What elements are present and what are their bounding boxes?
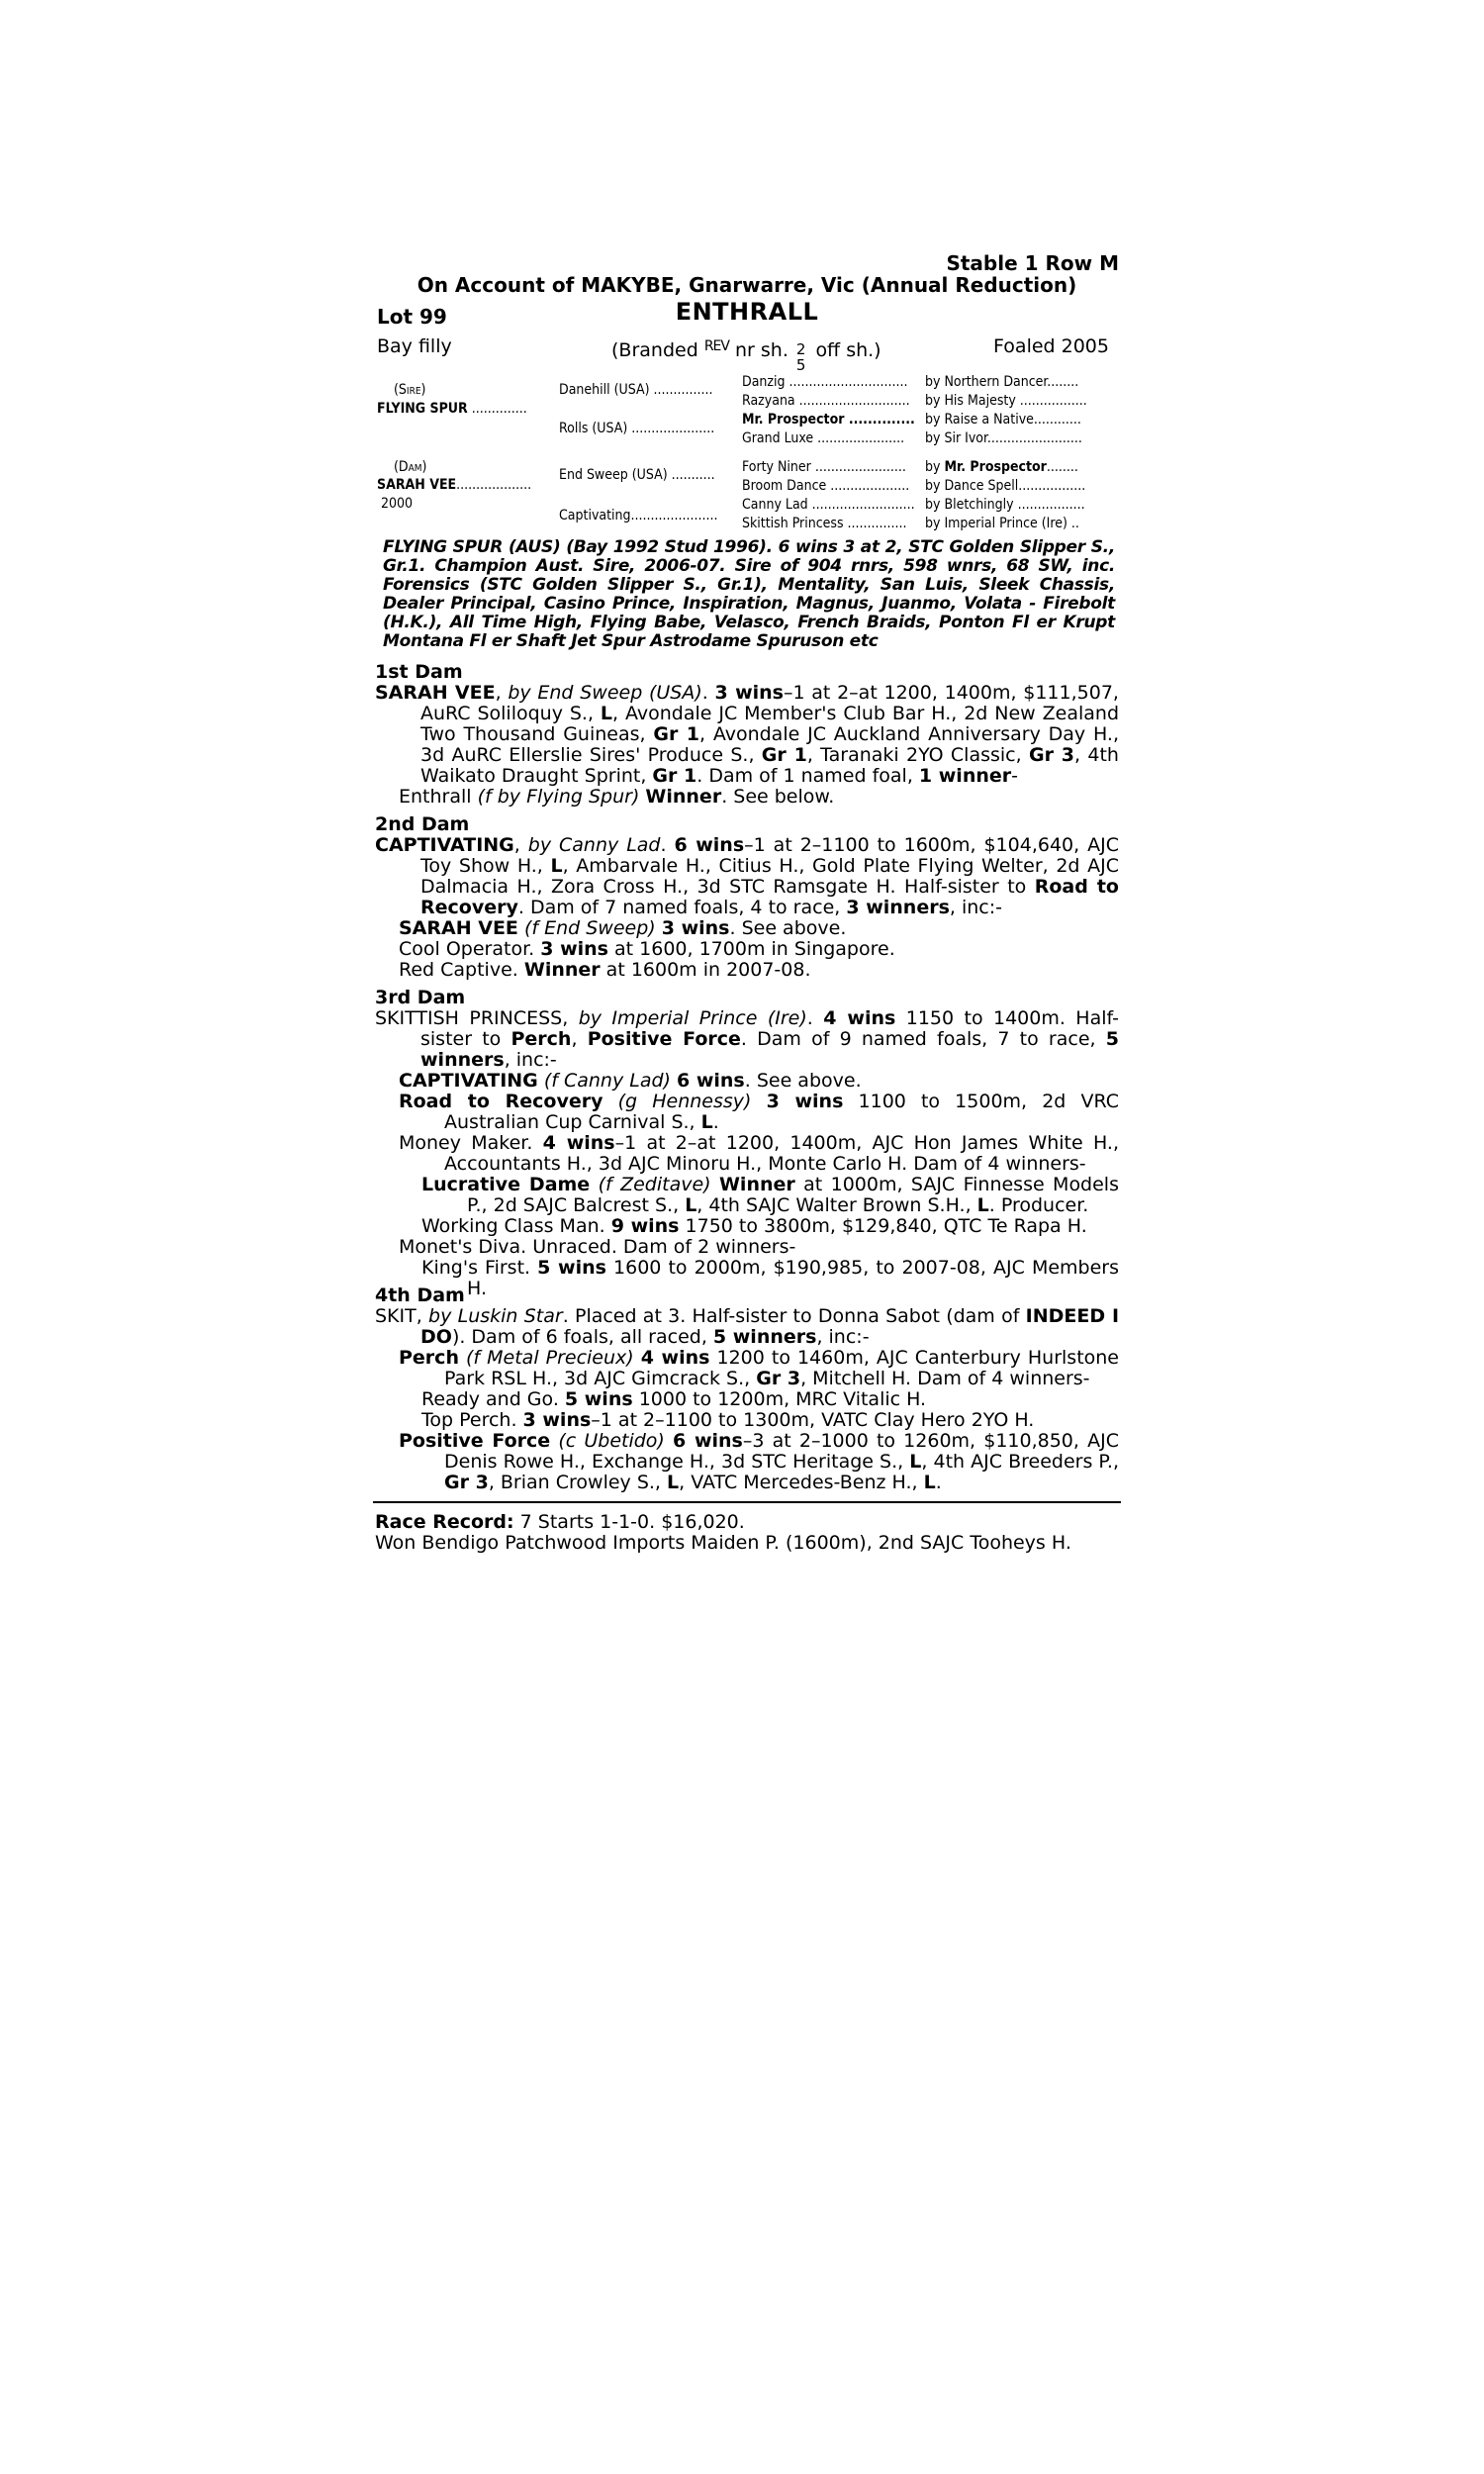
foal-entry: CAPTIVATING (f Canny Lad) 6 wins. See above. <box>399 1070 862 1092</box>
foal-entry: Ready and Go. 5 wins 1000 to 1200m, MRC Vitalic H. <box>421 1388 927 1410</box>
pedigree-g2: Rolls (USA) ..................... <box>559 421 715 436</box>
sire-summary: FLYING SPUR (AUS) (Bay 1992 Stud 1996). 6 wins 3 at 2, STC Golden Slipper S., Gr.1. Champion Aust. Sire, 2006-07. Sire of 904 rnrs, 598 wnrs, 68 SW, inc. Forensics (STC Golden Slipper S., Gr.1), Mentality, San Luis, Sleek Chassis, Dealer Principal, Casino Prince, Inspiration, Magnus, Juanmo, Volata - Firebolt (H.K.), All Time High, Flying Babe, Velasco, French Braids, Ponton Fl er Krupt Montana Fl er Shaft Jet Spur Astrodame Spuruson etc <box>383 537 1115 651</box>
foal-entry: SARAH VEE (f End Sweep) 3 wins. See above. <box>399 917 847 939</box>
race-record-detail: Won Bendigo Patchwood Imports Maiden P. (1600m), 2nd SAJC Tooheys H. <box>375 1532 1071 1554</box>
foal-entry: Working Class Man. 9 wins 1750 to 3800m, $129,840, QTC Te Rapa H. <box>421 1215 1087 1237</box>
first-dam-section <box>375 662 1119 808</box>
pedigree-g3: Forty Niner ....................... <box>742 459 906 475</box>
sire-label: (Sire) <box>394 382 426 398</box>
foaled-year: Foaled 2005 <box>993 335 1109 357</box>
pedigree-g4: by Imperial Prince (Ire) .. <box>925 516 1079 531</box>
third-dam-heading: 3rd Dam <box>375 987 466 1008</box>
lot-number: Lot 99 <box>377 305 447 329</box>
first-dam-heading: 1st Dam <box>375 661 463 683</box>
pedigree-g3: Broom Dance .................... <box>742 478 910 494</box>
dam-name: SARAH VEE................... <box>377 477 532 493</box>
foal-entry: Top Perch. 3 wins–1 at 2–1100 to 1300m, VATC Clay Hero 2YO H. <box>421 1409 1035 1431</box>
pedigree-g3: Canny Lad .......................... <box>742 497 915 513</box>
fourth-dam-heading: 4th Dam <box>375 1285 465 1306</box>
race-record-section <box>375 1512 1119 1554</box>
first-dam-text: SARAH VEE, by End Sweep (USA). 3 wins–1 at 2–at 1200, 1400m, $111,507, AuRC Soliloquy S., L, Avondale JC Member's Club Bar H., 2d New Zealand Two Thousand Guineas, Gr 1, Avondale JC Auckland Anniversary Day H., 3d AuRC Ellerslie Sires' Produce S., Gr 1, Taranaki 2YO Classic, Gr 3, 4th Waikato Draught Sprint, Gr 1. Dam of 1 named foal, 1 winner- <box>375 682 1119 787</box>
third-dam-text: SKITTISH PRINCESS, by Imperial Prince (Ire). 4 wins 1150 to 1400m. Half-sister to Perch, Positive Force. Dam of 9 named foals, 7 to race, 5 winners, inc:- <box>375 1007 1120 1071</box>
pedigree-g4: by Bletchingly ................. <box>925 497 1085 513</box>
brand-fraction: 2 5 <box>795 340 806 374</box>
second-dam-text: CAPTIVATING, by Canny Lad. 6 wins–1 at 2–1100 to 1600m, $104,640, AJC Toy Show H., L, Ambarvale H., Citius H., Gold Plate Flying Welter, 2d AJC Dalmacia H., Zora Cross H., 3d STC Ramsgate H. Half-sister to Road to Recovery. Dam of 7 named foals, 4 to race, 3 winners, inc:- <box>375 834 1119 918</box>
horse-description <box>377 335 1109 374</box>
horse-name: ENTHRALL <box>675 298 819 326</box>
brand-info: (Branded $^{REV}$ nr sh. 2 5off sh.) <box>611 338 881 374</box>
foal-entry: Enthrall (f by Flying Spur) Winner. See below. <box>399 786 835 808</box>
pedigree-g4: by Dance Spell................. <box>925 478 1086 494</box>
foal-entry: King's First. 5 wins 1600 to 2000m, $190,985, to 2007-08, AJC Members H. <box>421 1257 1119 1299</box>
foal-entry: Lucrative Dame (f Zeditave) Winner at 1000m, SAJC Finnesse Models P., 2d SAJC Balcrest S., L, 4th SAJC Walter Brown S.H., L. Producer. <box>421 1174 1119 1216</box>
brand-mark: REV <box>703 338 729 354</box>
foal-entry: Monet's Diva. Unraced. Dam of 2 winners- <box>399 1236 796 1258</box>
foal-entry: Perch (f Metal Precieux) 4 wins 1200 to 1460m, AJC Canterbury Hurlstone Park RSL H., 3d AJC Gimcrack S., Gr 3, Mitchell H. Dam of 4 winners- <box>399 1347 1119 1389</box>
foal-entry: Road to Recovery (g Hennessy) 3 wins 1100 to 1500m, 2d VRC Australian Cup Carnival S., L. <box>399 1091 1119 1133</box>
pedigree-g3: Mr. Prospector .............. <box>742 412 915 428</box>
pedigree-g4: by Northern Dancer........ <box>925 374 1079 390</box>
race-record: Race Record: 7 Starts 1-1-0. $16,020. <box>375 1511 745 1533</box>
pedigree-g4: by Raise a Native............ <box>925 412 1081 428</box>
fourth-dam-section <box>375 1285 1119 1493</box>
foal-entry: Positive Force (c Ubetido) 6 wins–3 at 2–1000 to 1260m, $110,850, AJC Denis Rowe H., Exchange H., 3d STC Heritage S., L, 4th AJC Breeders P., Gr 3, Brian Crowley S., L, VATC Mercedes-Benz H., L. <box>399 1430 1119 1493</box>
pedigree-g3: Skittish Princess ............... <box>742 516 907 531</box>
stable-location: Stable 1 Row M <box>946 251 1119 275</box>
pedigree-g2: Captivating...................... <box>559 508 718 523</box>
pedigree-g3: Razyana ............................ <box>742 393 910 409</box>
horse-sex: Bay filly <box>377 335 452 357</box>
pedigree-g3: Grand Luxe ...................... <box>742 430 905 446</box>
pedigree-g2: Danehill (USA) ............... <box>559 382 713 398</box>
pedigree-g4: by Sir Ivor........................ <box>925 430 1082 446</box>
pedigree-table <box>375 368 1119 536</box>
fourth-dam-text: SKIT, by Luskin Star. Placed at 3. Half-sister to Donna Sabot (dam of INDEED I DO). Dam of 6 foals, all raced, 5 winners, inc:- <box>375 1305 1120 1348</box>
dam-year: 2000 <box>381 496 414 512</box>
pedigree-g4: by His Majesty ................. <box>925 393 1087 409</box>
second-dam-heading: 2nd Dam <box>375 813 470 835</box>
divider-rule <box>373 1501 1121 1503</box>
third-dam-section <box>375 988 1119 1299</box>
lot-entry <box>375 0 1119 2474</box>
pedigree-g4-bold: by Mr. Prospector........ <box>925 459 1078 475</box>
foal-entry: Red Captive. Winner at 1600m in 2007-08. <box>399 959 811 981</box>
sire-name: FLYING SPUR .............. <box>377 401 527 417</box>
pedigree-g3: Danzig .............................. <box>742 374 908 390</box>
pedigree-g2: End Sweep (USA) ........... <box>559 467 715 483</box>
foal-entry: Money Maker. 4 wins–1 at 2–at 1200, 1400m, AJC Hon James White H., Accountants H., 3d AJC Minoru H., Monte Carlo H. Dam of 4 winners- <box>399 1132 1119 1175</box>
dam-label: (Dam) <box>394 459 427 475</box>
second-dam-section <box>375 814 1119 981</box>
vendor-account: On Account of MAKYBE, Gnarwarre, Vic (Annual Reduction) <box>417 273 1077 297</box>
foal-entry: Cool Operator. 3 wins at 1600, 1700m in Singapore. <box>399 938 895 960</box>
